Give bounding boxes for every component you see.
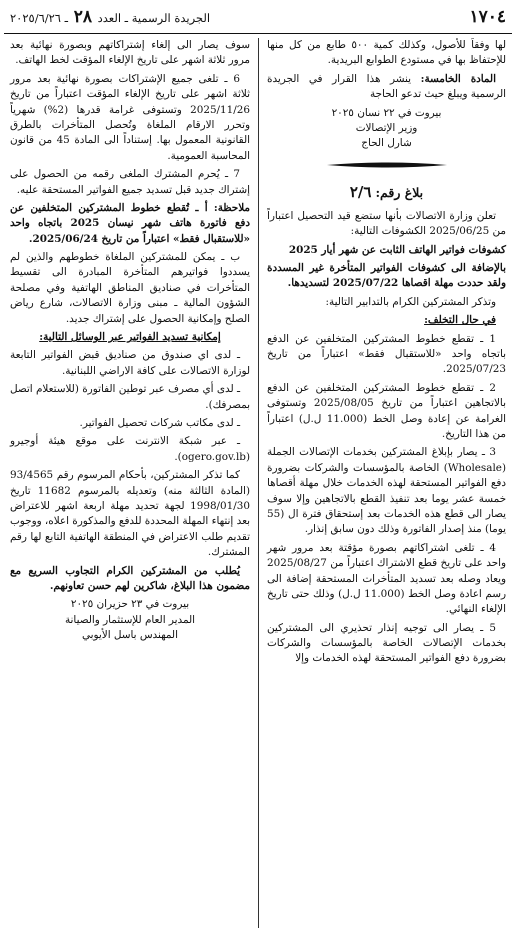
signature-title: وزير الإتصالات: [355, 121, 418, 134]
page-number: ١٧٠٤: [469, 6, 506, 27]
bulletin-label: بلاغ رقم:: [375, 184, 424, 200]
issue-number: ٢٨: [73, 6, 92, 27]
bulletin-number: ٢/٦: [349, 182, 372, 201]
payment-methods-title: إمكانية تسديد الفواتير عبر الوسائل التالية:: [39, 331, 221, 344]
measure-7: 7 ـ يُحرم المشترك الملغى رقمه من الحصول على إشتراك جديد قبل تسديد جميع الفواتير المستحقة عليه.: [10, 168, 250, 196]
gazette-title: [10, 5, 210, 30]
payment-method-3: ـ لدى مكاتب شركات تحصيل الفواتير.: [79, 416, 240, 429]
signature-place-date: بيروت في ٢٢ نسان ٢٠٢٥: [331, 106, 442, 119]
article-five-text: ينشر هذا القرار في الجريدة الرسمية ويبلغ حيث تدعو الحاجة: [267, 72, 506, 101]
measure-4: 4 ـ تلغى اشتراكاتهم بصورة مؤقتة بعد مرور شهر واحد على تاريخ قطع الاشتراك اعتباراً من 2025/08/27 ويعاد وصله بعد تسديد المتأخرات المستحقة إضافة الى رسم اعادة وصل الخط (11.000 ل.ل) وذلك حتى تاريخ الإلغاء النهائي.: [267, 541, 506, 616]
default-heading: في حال التخلف:: [424, 314, 496, 327]
decision-continuation: لها وفقاً للأصول، وكذلك كمية ٥٠٠ طابع من كل منها للإحتفاظ بها في مستودع الطوابع البريدية.: [267, 39, 506, 67]
measure-5-continuation: سوف يصار الى إلغاء إشتراكاتهم وبصورة نهائية بعد مرور ثلاثة اشهر على تاريخ الإلغاء المؤقت لخط الهاتف.: [10, 39, 250, 67]
gazette-name: الجريدة الرسمية ـ العدد: [97, 10, 211, 25]
measure-6: 6 ـ تلغى جميع الإشتراكات بصورة نهائية بعد مرور ثلاثة اشهر على تاريخ الإلغاء المؤقت اعتباراً من تاريخ 2025/11/26 وتستوفى غرامة قدرها (2%) شهرياً وتحرر الارقام الملغاة وتُحصل المتأخرات بالطرق القانونية المعمول بها. إستناداً الى المادة 45 من قانون المحاسبة العمومية.: [10, 72, 250, 162]
signature-name: شارل الحاج: [361, 137, 412, 150]
issue-date: ـ ٢٠٢٥/٦/٢٦: [10, 10, 69, 25]
measure-1: 1 ـ تقطع خطوط المشتركين المتخلفين عن الدفع باتجاه واحد «للاستقبال فقط» اعتباراً من تاريخ 2025/07/23.: [267, 332, 506, 376]
measure-5: 5 ـ يصار الى توجيه إنذار تحذيري الى المشتركين بخدمات الإتصالات الخاصة بالمؤسسات والشركات بضرورة دفع الفواتير المستحقة لهذه الخدمات وإلا: [267, 621, 506, 665]
page-header: [4, 6, 512, 34]
bulletin-reminder: وتذكر المشتركين الكرام بالتدابير التالية:: [325, 295, 496, 308]
bulletin-intro: تعلن وزارة الاتصالات بأنها ستضع قيد التحصيل اعتباراً من 2025/06/25 الكشوفات التالية:: [267, 209, 506, 238]
bulletin-statements: كشوفات فواتير الهاتف الثابت عن شهر أيار 2025: [288, 243, 506, 256]
section-divider: [267, 161, 506, 169]
closing-request: يُطلب من المشتركين الكرام التجاوب السريع مع مضمون هذا البلاغ، شاكرين لهم حسن تعاونهم.: [10, 564, 250, 592]
bulletin-heading: [267, 181, 506, 203]
note-a: ملاحظة: أ ـ تُقطع خطوط المشتركين المتخلفين عن دفع فاتورة هاتف شهر نيسان 2025 باتجاه واحد «للاستقبال فقط» اعتباراً من تاريخ 2025/06/24.: [10, 201, 250, 245]
bulletin-signature-name: المهندس باسل الأيوبي: [82, 629, 178, 642]
bulletin-overdue: بالإضافة الى كشوفات الفواتير المتأخرة غير المسددة ولقد حددت مهلة اقصاها 2025/07/22 لتسديدها.: [267, 262, 506, 290]
left-column: [6, 38, 259, 928]
measure-2: 2 ـ تقطع خطوط المشتركين المتخلفين عن الدفع بالاتجاهين اعتباراً من تاريخ 2025/08/05 وتستوفى الغرامة عن إعادة وصل الخط (11.000 ل.ل) اعتباراً من هذا التاريخ.: [267, 381, 506, 440]
right-column: [259, 38, 512, 928]
article-five-label: المادة الخامسة:: [420, 72, 496, 85]
bulletin-signature-title: المدير العام للإستثمار والصيانة: [64, 613, 196, 626]
article-five: [267, 72, 506, 103]
bulletin-signature-place-date: بيروت في ٢٣ حزيران ٢٠٢٥: [70, 598, 190, 611]
columns: [4, 38, 512, 928]
payment-method-4: ـ عبر شبكة الانترنت على موقع هيئة أوجيرو (ogero.gov.lb).: [10, 435, 250, 463]
payment-method-2: ـ لدى أي مصرف عبر توطين الفاتورة (للاستعلام اتصل بمصرفك).: [10, 383, 250, 411]
note-b: ب ـ يمكن للمشتركين الملغاة خطوطهم والذين لم يسددوا فواتيرهم المتأخرة المبادرة الى تقسيط المتأخرات في صناديق المناطق الهاتفية وفي مصلحة الشؤون المالية ـ مبنى وزارة الاتصالات، شارع رياض الصلح وإمكانية الحصول على إشتراك جديد.: [10, 251, 250, 325]
payment-method-1: ـ لدى اي صندوق من صناديق قبض الفواتير التابعة لوزارة الاتصالات على كافة الاراضي اللبنانية.: [10, 349, 250, 377]
measure-3: 3 ـ يصار بإبلاغ المشتركين بخدمات الإتصالات الجملة (Wholesale) الخاصة بالمؤسسات والشركات بضرورة دفع الفواتير المستحقة لهذه الخدمات خلال مهلة أقصاها خمسة عشر يوما بعد تنفيذ القطع بالاتجاهين وإلا سوف يصار الى قطع هذه الخدمات بعد إستحقاق فترة ال (55 يوما) منذ إصدار الفاتورة وذلك دون سابق إنذار.: [267, 446, 506, 536]
objection-reminder: كما تذكر المشتركين، بأحكام المرسوم رقم 93/4565 (المادة الثالثة منه) وتعديله بالمرسوم 11682 تاريخ 1998/01/30 لجهة تحديد مهلة اربعة اشهر للاعتراض بعد إنتهاء المهلة المحددة للدفع والمذكورة اعلاه، ووجوب تقديم طلب الاعتراض في المنطقة الهاتفية التابع لها رقم المشترك.: [10, 469, 250, 559]
